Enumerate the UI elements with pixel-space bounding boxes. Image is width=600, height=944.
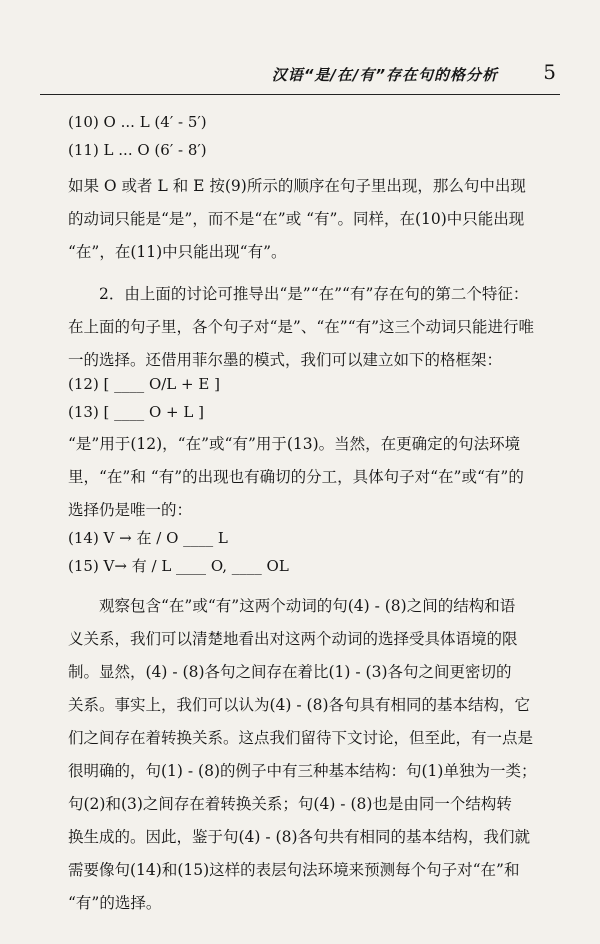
paragraph-line: 关系。事实上，我们可以认为(4) - (8)各句具有相同的基本结构，它: [68, 696, 531, 714]
example-11: (11) L ... O (6′ - 8′): [68, 141, 207, 159]
paragraph-line: 2．由上面的讨论可推导出“是”“在”“有”存在句的第二个特征：: [99, 285, 529, 303]
paragraph-line: 的动词只能是“是”，而不是“在”或 “有”。同样，在(10)中只能出现: [68, 210, 525, 228]
rule-14: (14) V → 在 / O ____ L: [68, 529, 228, 547]
case-frames: [68, 370, 220, 426]
selection-rules: [68, 524, 289, 580]
running-title: 汉语“是/在/有”存在句的格分析: [271, 66, 498, 84]
paragraph-line: 义关系，我们可以清楚地看出对这两个动词的选择受具体语境的限: [68, 630, 518, 648]
example-10: (10) O ... L (4′ - 5′): [68, 113, 207, 131]
paragraph-3: [68, 428, 552, 527]
paragraph-line: 选择仍是唯一的：: [68, 501, 193, 519]
rule-15: (15) V→ 有 / L ____ O, ____ OL: [68, 557, 289, 575]
paragraph-2: [68, 278, 552, 377]
paragraph-4: [68, 590, 552, 920]
paragraph-line: 一的选择。还借用菲尔墨的模式，我们可以建立如下的格框架：: [68, 351, 503, 369]
paragraph-line: 里，“在”和 “有”的出现也有确切的分工，具体句子对“在”或“有”的: [68, 468, 524, 486]
paragraph-line: 很明确的，句(1) - (8)的例子中有三种基本结构：句(1)单独为一类；: [68, 762, 537, 780]
examples-10-11: [68, 108, 207, 164]
paragraph-1: [68, 170, 552, 269]
paragraph-line: 换生成的。因此，鉴于句(4) - (8)各句共有相同的基本结构，我们就: [68, 828, 531, 846]
paragraph-line: 在上面的句子里，各个句子对“是”、“在”“有”这三个动词只能进行唯: [68, 318, 535, 336]
frame-12: (12) [ ____ O/L + E ]: [68, 375, 220, 393]
paragraph-line: 观察包含“在”或“有”这两个动词的句(4) - (8)之间的结构和语: [99, 597, 516, 615]
paragraph-line: 句(2)和(3)之间存在着转换关系；句(4) - (8)也是由同一个结构转: [68, 795, 512, 813]
page-number: 5: [543, 60, 556, 84]
frame-13: (13) [ ____ O + L ]: [68, 403, 204, 421]
paragraph-line: 制。显然，(4) - (8)各句之间存在着比(1) - (3)各句之间更密切的: [68, 663, 512, 681]
running-header: [40, 60, 560, 95]
paragraph-line: 如果 O 或者 L 和 E 按(9)所示的顺序在句子里出现，那么句中出现: [68, 177, 526, 195]
paragraph-line: “是”用于(12)，“在”或“有”用于(13)。当然，在更确定的句法环境: [68, 435, 521, 453]
paragraph-line: “有”的选择。: [68, 894, 162, 912]
paragraph-line: 们之间存在着转换关系。这点我们留待下文讨论，但至此，有一点是: [68, 729, 534, 747]
paragraph-line: “在”，在(11)中只能出现“有”。: [68, 243, 287, 261]
paragraph-line: 需要像句(14)和(15)这样的表层句法环境来预测每个句子对“在”和: [68, 861, 520, 879]
